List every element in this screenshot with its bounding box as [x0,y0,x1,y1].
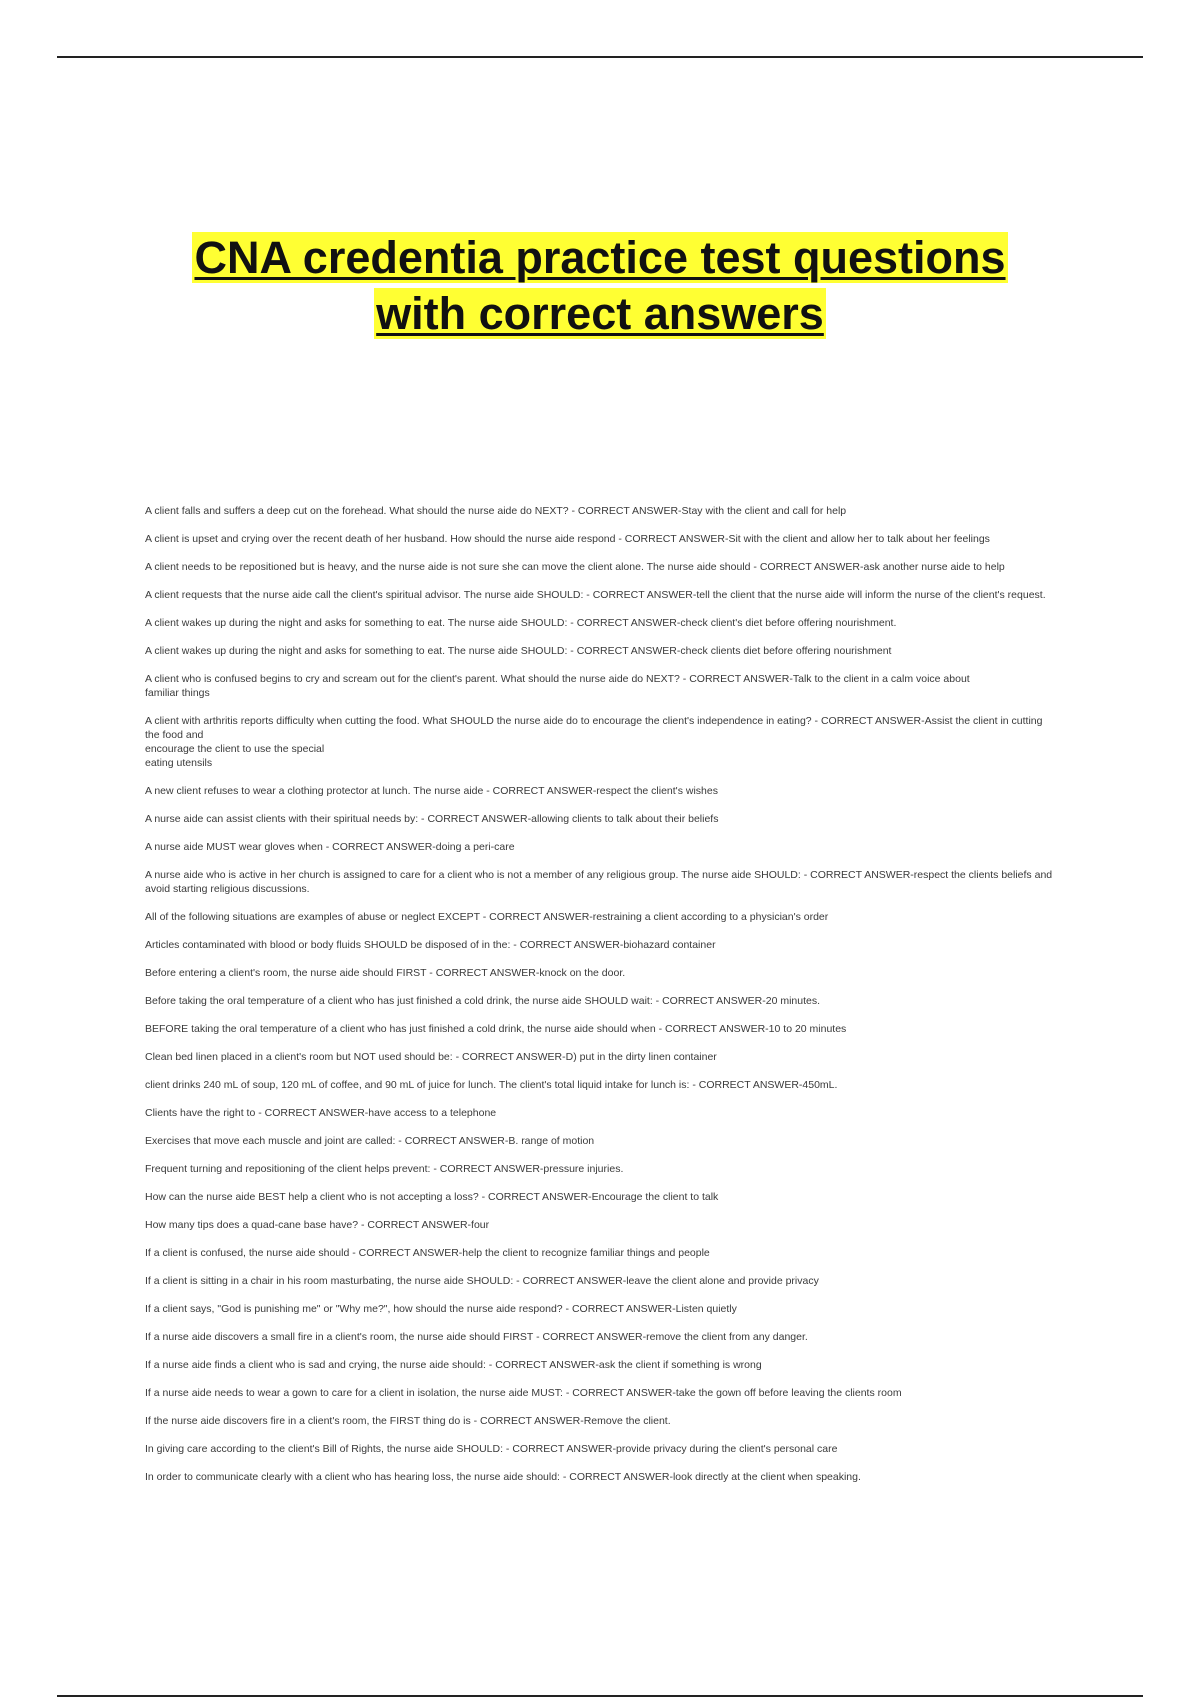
page-title-line-2: with correct answers [376,288,824,339]
qa-item: BEFORE taking the oral temperature of a client who has just finished a cold drink, the nurse aide should when - CORRECT ANSWER-10 to 20 minutes [145,1023,847,1035]
qa-item: A nurse aide can assist clients with their spiritual needs by: - CORRECT ANSWER-allowing clients to talk about their beliefs [145,813,719,825]
qa-item: Clients have the right to - CORRECT ANSWER-have access to a telephone [145,1107,497,1119]
page-title [0,230,1200,342]
qa-item: If a client is sitting in a chair in his room masturbating, the nurse aide SHOULD: - CORRECT ANSWER-leave the client alone and provide privacy [145,1275,819,1287]
qa-item: If a client says, "God is punishing me" or "Why me?", how should the nurse aide respond? - CORRECT ANSWER-Listen quietly [145,1303,737,1315]
qa-item: In order to communicate clearly with a client who has hearing loss, the nurse aide should: - CORRECT ANSWER-look directly at the client when speaking. [145,1471,861,1483]
qa-item: If the nurse aide discovers fire in a client's room, the FIRST thing do is - CORRECT ANSWER-Remove the client. [145,1415,671,1427]
qa-item: A client wakes up during the night and asks for something to eat. The nurse aide SHOULD: - CORRECT ANSWER-check clients diet before offering nourishment [145,645,892,657]
qa-item: If a nurse aide discovers a small fire in a client's room, the nurse aide should FIRST - CORRECT ANSWER-remove the client from any danger. [145,1331,808,1343]
bottom-rule [57,1695,1143,1697]
qa-item: A client requests that the nurse aide call the client's spiritual advisor. The nurse aide SHOULD: - CORRECT ANSWER-tell the client that the nurse aide will inform the nurse of the client's request. [145,589,1046,601]
qa-item: Clean bed linen placed in a client's room but NOT used should be: - CORRECT ANSWER-D) put in the dirty linen container [145,1051,717,1063]
qa-item: A client with arthritis reports difficulty when cutting the food. What SHOULD the nurse aide do to encourage the client's independence in eating? - CORRECT ANSWER-Assist the client in cutting the food and encourage the client to use the special eating utensils [145,715,1043,769]
top-rule [57,56,1143,58]
qa-item: Frequent turning and repositioning of the client helps prevent: - CORRECT ANSWER-pressure injuries. [145,1163,624,1175]
qa-item: Articles contaminated with blood or body fluids SHOULD be disposed of in the: - CORRECT ANSWER-biohazard container [145,939,716,951]
qa-list [145,504,1057,1498]
qa-item: If a client is confused, the nurse aide should - CORRECT ANSWER-help the client to recognize familiar things and people [145,1247,710,1259]
qa-item: A client is upset and crying over the recent death of her husband. How should the nurse aide respond - CORRECT ANSWER-Sit with the client and allow her to talk about her feelings [145,533,990,545]
qa-item: A new client refuses to wear a clothing protector at lunch. The nurse aide - CORRECT ANSWER-respect the client's wishes [145,785,718,797]
qa-item: A nurse aide who is active in her church is assigned to care for a client who is not a member of any religious group. The nurse aide SHOULD: - CORRECT ANSWER-respect the clients beliefs and avoid starting religious discussions. [145,869,1053,895]
qa-item: A nurse aide MUST wear gloves when - CORRECT ANSWER-doing a peri-care [145,841,515,853]
qa-item: All of the following situations are examples of abuse or neglect EXCEPT - CORRECT ANSWER-restraining a client according to a physician's order [145,911,829,923]
qa-item: A client needs to be repositioned but is heavy, and the nurse aide is not sure she can move the client alone. The nurse aide should - CORRECT ANSWER-ask another nurse aide to help [145,561,1005,573]
qa-item: A client falls and suffers a deep cut on the forehead. What should the nurse aide do NEXT? - CORRECT ANSWER-Stay with the client and call for help [145,505,847,517]
qa-item: In giving care according to the client's Bill of Rights, the nurse aide SHOULD: - CORRECT ANSWER-provide privacy during the client's personal care [145,1443,838,1455]
qa-item: Before entering a client's room, the nurse aide should FIRST - CORRECT ANSWER-knock on the door. [145,967,626,979]
qa-item: If a nurse aide finds a client who is sad and crying, the nurse aide should: - CORRECT ANSWER-ask the client if something is wrong [145,1359,762,1371]
qa-item: A client wakes up during the night and asks for something to eat. The nurse aide SHOULD: - CORRECT ANSWER-check client's diet before offering nourishment. [145,617,897,629]
qa-item: client drinks 240 mL of soup, 120 mL of coffee, and 90 mL of juice for lunch. The client's total liquid intake for lunch is: - CORRECT ANSWER-450mL. [145,1079,838,1091]
qa-item: How can the nurse aide BEST help a client who is not accepting a loss? - CORRECT ANSWER-Encourage the client to talk [145,1191,719,1203]
page-title-line-1: CNA credentia practice test questions [194,232,1006,283]
qa-item: A client who is confused begins to cry and scream out for the client's parent. What should the nurse aide do NEXT? - CORRECT ANSWER-Talk to the client in a calm voice about familiar things [145,673,970,699]
qa-item: Exercises that move each muscle and joint are called: - CORRECT ANSWER-B. range of motion [145,1135,595,1147]
qa-item: If a nurse aide needs to wear a gown to care for a client in isolation, the nurse aide MUST: - CORRECT ANSWER-take the gown off before leaving the clients room [145,1387,902,1399]
qa-item: How many tips does a quad-cane base have? - CORRECT ANSWER-four [145,1219,490,1231]
qa-item: Before taking the oral temperature of a client who has just finished a cold drink, the nurse aide SHOULD wait: - CORRECT ANSWER-20 minutes. [145,995,821,1007]
